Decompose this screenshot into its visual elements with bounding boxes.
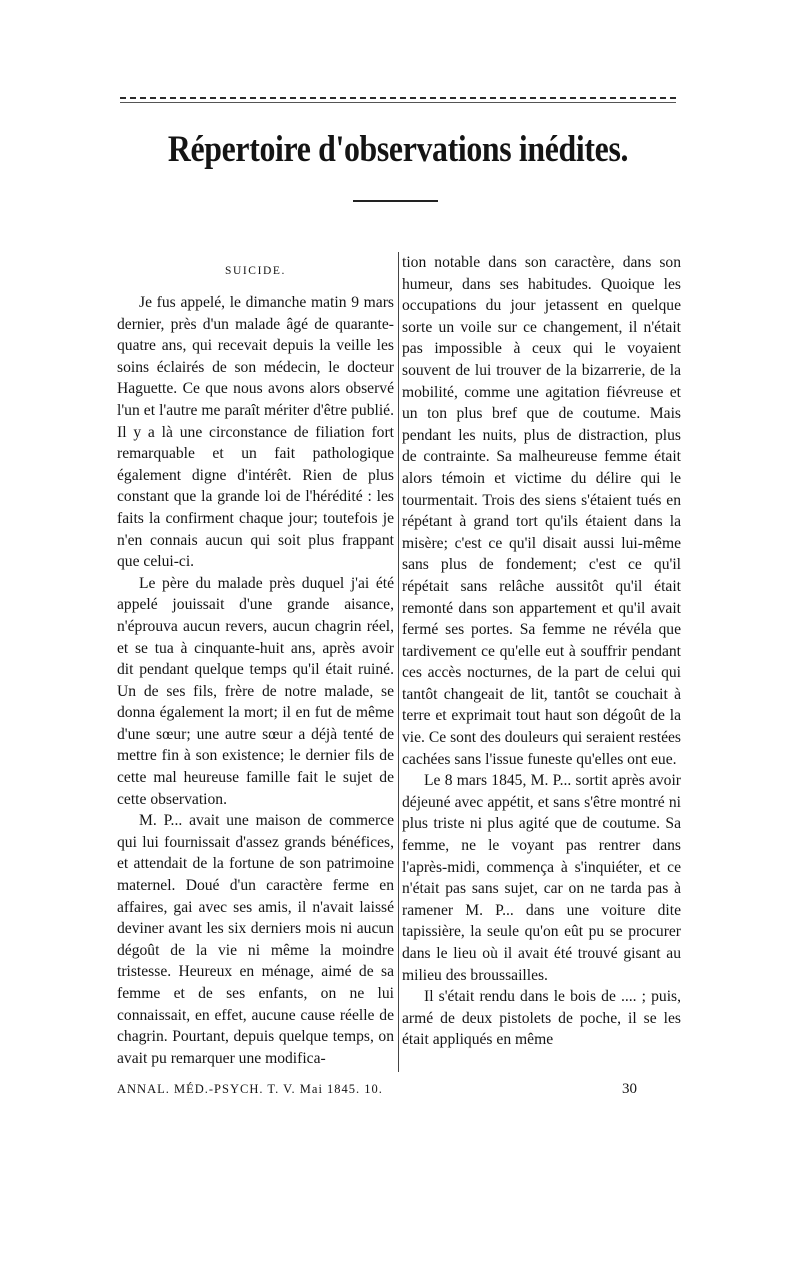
right-column <box>402 252 681 1051</box>
paragraph: Je fus appelé, le dimanche matin 9 mars dernier, près d'un malade âgé de quarante-quatre ans, qui recevait depuis la veille les soins éclairés de son médecin, le docteur Haguette. Ce que nous avons alors observé l'un et l'autre me paraît mériter d'être publié. Il y a là une circonstance de filiation fort remarquable et un fait pathologique également digne d'intérêt. Rien de plus constant que la grande loi de l'hérédité : les faits la confirment chaque jour; toutefois je n'en connais aucun qui soit plus frappant que celui-ci. <box>117 294 394 571</box>
page-footer <box>117 1079 681 1099</box>
top-rule-thin <box>120 102 676 103</box>
paragraph: tion notable dans son caractère, dans son humeur, dans ses habitudes. Quoique les occupations du jour jetassent en quelque sorte un voile sur ce changement, il n'était pas impossible à ceux qui le voyaient souvent de lui trouver de la bizarrerie, de la mobilité, comme une agitation fiévreuse et un ton plus bref que de coutume. Mais pendant les nuits, plus de distraction, plus de contrainte. Sa malheureuse femme était alors témoin et victime du délire qui le tourmentait. Trois des siens s'étaient tués en répétant à grand tort qu'ils étaient dans la misère; c'est ce qu'il disait aussi lui-même sans plus de fondement; c'est ce qu'il répétait sans relâche aussitôt qu'il était remonté dans son appartement et qu'il avait fermé ses portes. Sa femme ne révéla que tardivement ce qu'elle eut à souffrir pendant ces accès nocturnes, de la part de celui qui tantôt changeait de lit, tantôt se couchait à terre et exprimait tout haut son dégoût de la vie. Ce sont des douleurs qui seraient restées cachées sans l'issue funeste qu'elles ont eue. <box>402 254 681 768</box>
page-number: 30 <box>622 1081 637 1097</box>
signature-mark: ANNAL. MÉD.-PSYCH. T. V. Mai 1845. 10. <box>117 1082 383 1096</box>
title-rule <box>353 200 438 202</box>
paragraph: Le père du malade près duquel j'ai été appelé jouissait d'une grande aisance, n'éprouva aucun revers, aucun chagrin réel, et se tua à cinquante-huit ans, après avoir dit pendant quelque temps qu'il était ruiné. Un de ses fils, frère de notre malade, se donna également la mort; il en fut de même d'une sœur; une autre sœur a déjà tenté de mettre fin à son existence; le dernier fils de cette mal heureuse famille fait le sujet de cette observation. <box>117 574 394 808</box>
paragraph: M. P... avait une maison de commerce qui lui fournissait d'assez grands bénéfices, et attendait de la fortune de son patrimoine maternel. Doué d'un caractère ferme en affaires, gai avec ses amis, il n'avait laissé deviner avant les six derniers mois ni aucun dégoût de la vie ni même la moindre tristesse. Heureux en ménage, aimé de sa femme et de ses enfants, on ne lui connaissait, en effet, aucune cause réelle de chagrin. Pourtant, depuis quelque temps, on avait pu remarquer une modifica- <box>117 812 394 1067</box>
left-column <box>117 252 394 1069</box>
page-title: Répertoire d'observations inédites. <box>167 129 629 170</box>
column-divider <box>398 252 399 1072</box>
paragraph: Le 8 mars 1845, M. P... sortit après avoir déjeuné avec appétit, et sans s'être montré ni plus triste ni plus agité que de coutume. Sa femme, ne le voyant pas rentrer dans l'après-midi, commença à s'inquiéter, et ce n'était pas sans sujet, car on ne tarda pas à ramener M. P... dans une voiture dite tapissière, la seule qu'on eût pu se procurer dans le lieu où il avait été trouvé gisant au milieu des broussailles. <box>402 772 681 984</box>
section-heading: SUICIDE. <box>224 265 287 277</box>
top-rule <box>120 97 676 99</box>
paragraph: Il s'était rendu dans le bois de .... ; puis, armé de deux pistolets de poche, il se les était appliqués en même <box>402 988 681 1049</box>
